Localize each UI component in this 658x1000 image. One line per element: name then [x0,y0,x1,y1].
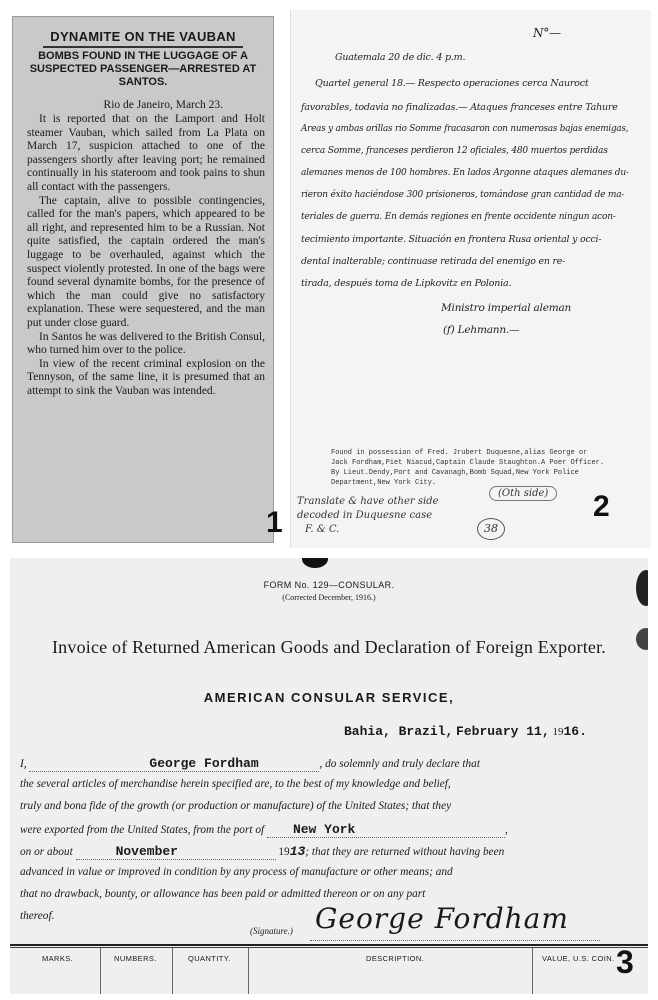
telegram-signature-name: (f) Lehmann.— [443,324,520,336]
table-header-rule [10,944,648,946]
on-or-about-label: on or about [20,846,73,858]
telegram-line: cerca Somme, franceses perdieron 12 oficiales, 480 muertos perdidas [301,146,608,156]
binder-hole [302,558,328,568]
typed-note-line: Jack Fordham,Piet Niacud,Captain Claude Staughton.A Poer Officer. [331,459,605,467]
month-value: November [115,844,178,859]
telegram-panel [290,10,651,548]
clipping-paragraph: In Santos he was delivered to the British Consul, who turned him over to the police. [27,330,265,357]
declarant-field [29,756,319,772]
pencil-note-line: F. & C. [305,524,340,535]
port-field [267,822,505,838]
column-divider [532,948,533,994]
consular-service-heading: AMERICAN CONSULAR SERVICE, [203,690,455,705]
telegram-line: favorables, todavia no finalizadas.— Ataques franceses entre Tahure [301,102,618,113]
typed-note-line: Found in possession of Fred. Jrubert Duquesne,alias George or [331,449,588,457]
declaration-line-4: were exported from the United States, from the port of New York , [20,822,508,837]
exporter-signature: George Fordham [315,902,569,935]
declaration-line-5 [20,844,504,860]
telegram-line: Guatemala 20 de dic. 4 p.m. [335,52,466,63]
clipping-paragraph: It is reported that on the Lamport and Holt steamer Vauban, which sailed from La Plata on March 17, suspicion attached to one of the passengers shortly after leaving port; he remained continually in his stateroom and took pains to shun all contact with the passengers. [27,113,265,193]
headline-rule [43,46,243,48]
telegram-line: rieron éxito haciéndose 300 prisioneros, tomándose gran cantidad de ma- [301,190,625,200]
telegram-signature-title: Ministro imperial aleman [441,302,572,314]
clipping-headline: DYNAMITE ON THE VAUBAN [50,29,236,44]
declaration-line-1 [20,756,480,772]
declaration-line-6: advanced in value or improved in condition by any process of manufacture or other means; and [20,866,453,878]
declarant-prefix: I, [20,758,27,770]
telegram-line: Quartel general 18.— Respecto operaciones cerca Nauroct [315,78,589,89]
invoice-year-prefix: 19 [552,726,564,738]
panel-number-2: 2 [593,490,610,523]
pencil-note-line: decoded in Duquesne case [297,510,433,521]
other-side-note: (Oth side) [489,486,557,501]
port-value: New York [292,822,356,837]
clipping-paragraph: In view of the recent criminal explosion on the Tennyson, of the same line, it is presumed that an attempt to sink the Vauban was intended. [27,357,265,397]
column-header-marks: MARKS. [42,954,74,963]
column-header-value: VALUE, U.S. COIN. [542,954,615,963]
invoice-date: February 11, [456,724,550,739]
panel-number-3: 3 [616,944,634,980]
port-label: were exported from the United States, from the port of [20,824,265,836]
telegram-line: teriales de guerra. En demás regiones en frente occidente ningun acon- [301,212,616,222]
column-header-numbers: NUMBERS. [114,954,157,963]
declaration-line-7: that no drawback, bounty, or allowance has been paid or admitted thereon or on any part [20,888,426,900]
declarant-name: George Fordham [149,756,259,771]
form-corrected-date: (Corrected December, 1916.) [282,593,376,602]
signature-line [310,940,600,941]
declaration-line-2: the several articles of merchandise herein specified are, to the best of my knowledge and belief, [20,778,451,790]
telegram-line: dental inalterable; continuase retirada del enemigo en re- [301,256,566,267]
column-header-quantity: QUANTITY. [188,954,231,963]
panel-divider [0,550,658,558]
clipping-subhead: BOMBS FOUND IN THE LUGGAGE OF A SUSPECTED PASSENGER—ARRESTED AT SANTOS. [29,50,257,88]
newspaper-clipping-panel [8,10,283,548]
declare-text: , do solemnly and truly declare that [319,758,480,770]
form-number: FORM No. 129—CONSULAR. [263,580,395,590]
typed-note-line: By Lieut.Dendy,Port and Cavanagh,Bomb Squad,New York Police [331,469,579,477]
telegram-line: tecimiento importante. Situación en frontera Rusa oriental y occi- [301,234,602,245]
declaration-line-5-rest: ; that they are returned without having been [305,846,505,858]
panel-number-1: 1 [266,506,283,539]
invoice-title: Invoice of Returned American Goods and Declaration of Foreign Exporter. [51,637,607,657]
column-divider [248,948,249,994]
pencil-note-line: Translate & have other side [297,496,439,507]
year-prefix-2: 19 [278,846,290,858]
column-divider [172,948,173,994]
clipping-paragraph: The captain, alive to possible contingencies, called for the man's papers, which appeared to be all right, and represented him to be a Russian. Not quite satisfied, the captain ordered the man's luggage to be overhauled, against which the suspect violently protested. In one of the bags were found several dynamite bombs, for the presence of which the man could give no satisfactory explanation. These were sequestered, and the man put under close guard. [27,194,265,329]
column-divider [100,948,101,994]
declaration-line-8: thereof. [20,910,55,922]
year-value-2: 13 [289,844,306,859]
invoice-place-date [344,724,587,739]
signature-label: (Signature.) [250,926,293,936]
telegram-line: tirada, después toma de Lipkovitz en Polonia. [301,278,512,289]
invoice-place: Bahia, Brazil, [344,724,454,739]
telegram-number-mark: N°— [533,26,561,40]
invoice-year: 16. [563,724,587,739]
column-header-description: DESCRIPTION. [366,954,425,963]
circled-number: 38 [477,518,505,540]
invoice-panel [10,558,648,994]
declaration-line-3: truly and bona fide of the growth (or production or manufacture) of the United States; that they [20,800,452,812]
typed-note-line: Department,New York City. [331,479,437,487]
newspaper-clipping [12,16,274,543]
month-field [76,844,276,860]
telegram-line: alemanes menos de 100 hombres. En lados Argonne ataques alemanes du- [301,168,629,178]
clipping-dateline: Rio de Janeiro, March 23. [103,99,223,111]
telegram-line: Areas y ambas orillas rio Somme fracasaron con numerosas bajas enemigas, [301,124,629,134]
table-header-rule-2 [10,947,648,948]
